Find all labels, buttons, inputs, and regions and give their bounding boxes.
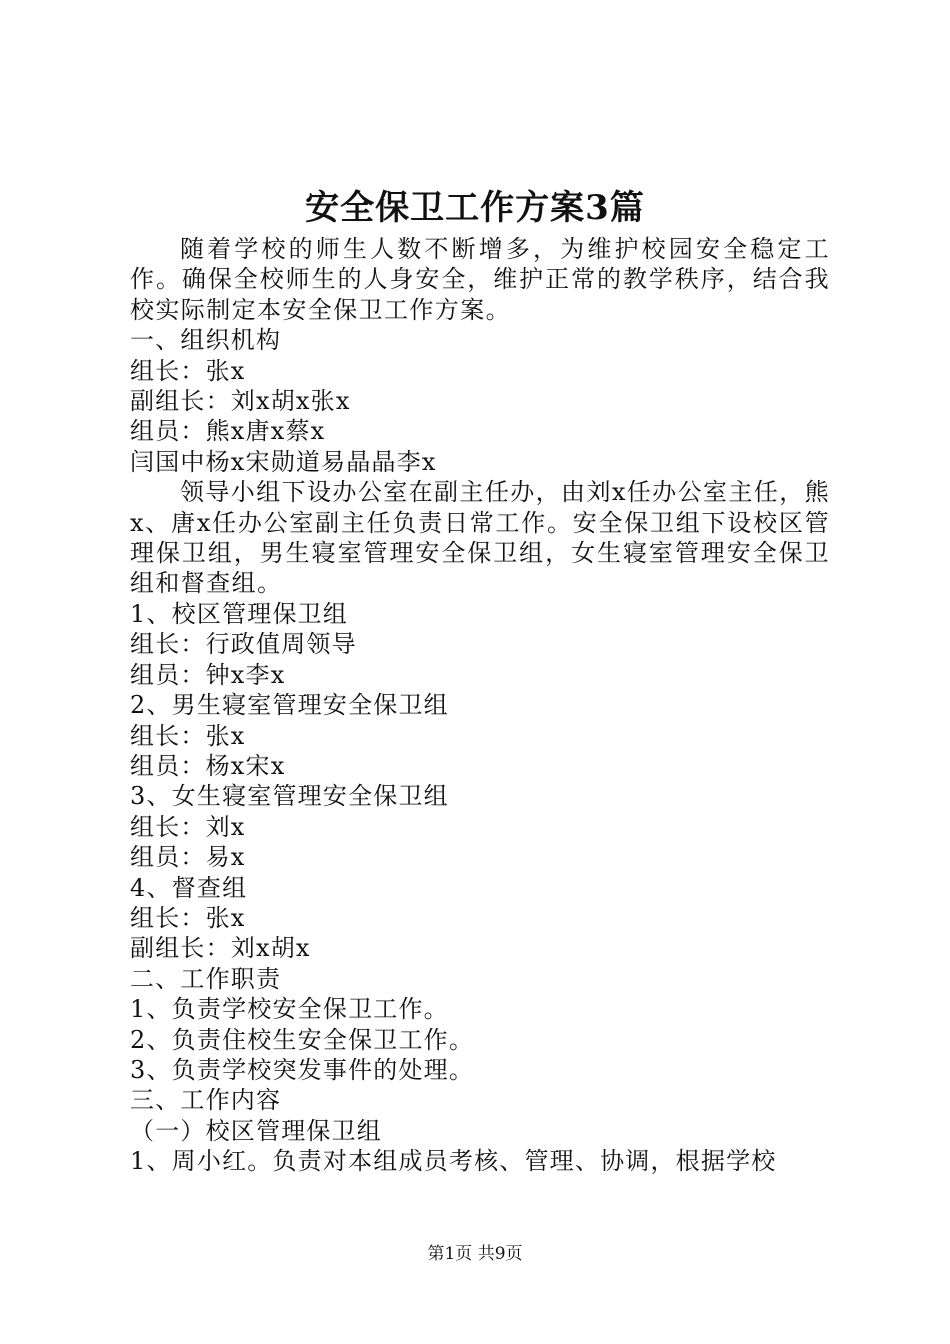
section-heading-organization: 一、组织机构 bbox=[130, 326, 282, 355]
subsection-heading: 1、校区管理保卫组 bbox=[130, 599, 349, 628]
page-footer: 第1页 共9页 bbox=[427, 1244, 523, 1264]
text-line: 组长：张x bbox=[130, 721, 246, 750]
text-line: 副组长：刘x胡x bbox=[130, 934, 311, 963]
text-line: 组长：刘x bbox=[130, 812, 246, 841]
document-title: 安全保卫工作方案3篇 bbox=[305, 188, 645, 228]
text-line: 3、负责学校突发事件的处理。 bbox=[130, 1055, 475, 1084]
section-heading-content: 三、工作内容 bbox=[130, 1086, 282, 1115]
text-line: 闫国中杨x宋勋道易晶晶李x bbox=[130, 447, 437, 476]
subsection-heading: （一）校区管理保卫组 bbox=[130, 1116, 382, 1145]
text-line: 组长：张x bbox=[130, 903, 246, 932]
text-line: 组员：杨x宋x bbox=[130, 751, 286, 780]
text-line: 组员：易x bbox=[130, 843, 246, 872]
subsection-heading: 3、女生寝室管理安全保卫组 bbox=[130, 782, 449, 811]
text-line: 副组长：刘x胡x张x bbox=[130, 387, 351, 416]
text-line: 组长：行政值周领导 bbox=[130, 630, 357, 659]
text-line: 组员：熊x唐x蔡x bbox=[130, 417, 326, 446]
office-paragraph: 领导小组下设办公室在副主任办，由刘x任办公室主任，熊x、唐x任办公室副主任负责日常工作。安全保卫组下设校区管理保卫组，男生寝室管理安全保卫组，女生寝室管理安全保卫组和督查组。 bbox=[130, 478, 830, 598]
subsection-heading: 4、督查组 bbox=[130, 873, 248, 902]
subsection-heading: 2、男生寝室管理安全保卫组 bbox=[130, 691, 449, 720]
text-line: 1、负责学校安全保卫工作。 bbox=[130, 995, 449, 1024]
document-body bbox=[130, 234, 830, 1177]
text-line: 1、周小红。负责对本组成员考核、管理、协调，根据学校 bbox=[130, 1147, 777, 1176]
text-line: 2、负责住校生安全保卫工作。 bbox=[130, 1025, 475, 1054]
section-heading-duties: 二、工作职责 bbox=[130, 964, 282, 993]
text-line: 组员：钟x李x bbox=[130, 660, 286, 689]
intro-paragraph: 随着学校的师生人数不断增多，为维护校园安全稳定工作。确保全校师生的人身安全，维护正常的教学秩序，结合我校实际制定本安全保卫工作方案。 bbox=[130, 235, 830, 324]
text-line: 组长：张x bbox=[130, 356, 246, 385]
